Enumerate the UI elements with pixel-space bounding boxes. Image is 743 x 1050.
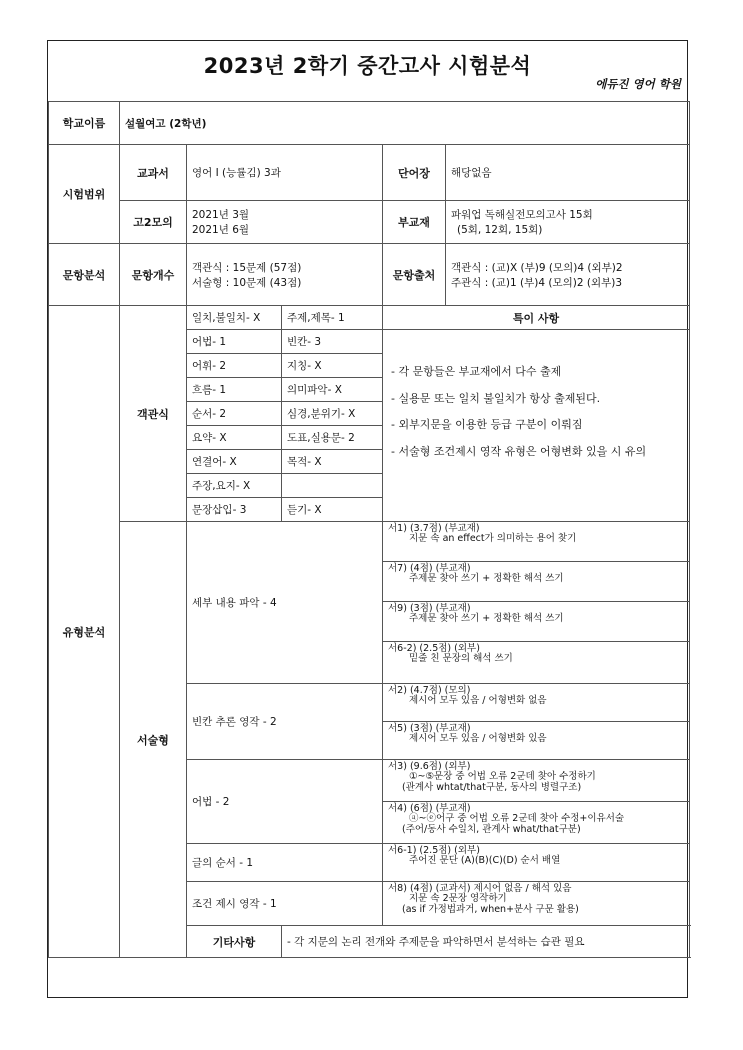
sa-group-name: 조건 제시 영작 - 1 [187, 882, 383, 926]
sa-item-desc: 주제문 찾아 쓰기 + 정확한 해석 쓰기 [409, 573, 564, 585]
sa-item-head: 서9) (3점) (부교재) [388, 603, 471, 614]
sa-item-head: 서7) (4점) (부교재) [388, 563, 471, 574]
mc-item: 목적- X [282, 450, 383, 474]
sa-item [383, 760, 690, 802]
sa-item-desc: 밑줄 친 문장의 해석 쓰기 [409, 653, 513, 665]
vocab-value: 해당없음 [446, 145, 690, 201]
analysis-label: 문항분석 [49, 244, 120, 306]
mc-item: 듣기- X [282, 498, 383, 522]
mc-item: 문장삽입- 3 [187, 498, 282, 522]
sa-item-note: (as if 가정법과거, when+분사 구문 활용) [402, 903, 579, 915]
sa-label: 서술형 [120, 522, 187, 958]
mock-label: 고2모의 [120, 201, 187, 244]
sa-item-head: 서5) (3점) (부교재) [388, 723, 471, 734]
mc-item: 어휘- 2 [187, 354, 282, 378]
mock-value-1: 2021년 3월 [192, 209, 250, 221]
sa-group-name: 어법 - 2 [187, 760, 383, 844]
school-value: 설월여고 (2학년) [120, 102, 690, 145]
sa-item-head: 서2) (4.7점) (모의) [388, 685, 471, 696]
sa-item [383, 684, 690, 722]
subtext-value-1: 파워업 독해실전모의고사 15회 [451, 209, 593, 221]
sa-item-note: (주어/동사 수일치, 관계사 what/that구분) [402, 823, 581, 835]
sa-item-desc: ①~⑤문장 중 어법 오류 2군데 찾아 수정하기 [409, 771, 596, 783]
sa-item-desc: ⓐ~ⓔ어구 중 어법 오류 2군데 찾아 수정+이유서술 [409, 813, 625, 825]
sa-item-desc: 제시어 모두 있음 / 어형변화 있음 [409, 733, 547, 745]
textbook-value: 영어 I (능률김) 3과 [187, 145, 383, 201]
mock-value [187, 201, 383, 244]
sa-item-head: 서3) (9.6점) (외부) [388, 761, 471, 772]
mc-item: 일치,불일치- X [187, 306, 282, 330]
sa-item [383, 722, 690, 760]
mc-item: 지칭- X [282, 354, 383, 378]
sa-item [383, 522, 690, 562]
sa-item-head: 서8) (4점) (교과서) 제시어 없음 / 해석 있음 [388, 883, 572, 894]
etc-value: - 각 지문의 논리 전개와 주제문을 파악하면서 분석하는 습관 필요 [282, 926, 690, 958]
mc-item: 주장,요지- X [187, 474, 282, 498]
title-row [48, 41, 687, 102]
sa-group-name: 세부 내용 파악 - 4 [187, 522, 383, 684]
subtext-value [446, 201, 690, 244]
sa-item-desc: 지문 속 2문장 영작하기 [409, 893, 507, 905]
sa-item-head: 서6-1) (2.5점) (외부) [388, 845, 480, 856]
sa-item-desc: 제시어 모두 있음 / 어형변화 없음 [409, 695, 547, 707]
note-item: - 각 문항들은 부교재에서 다수 출제 [391, 365, 562, 378]
mc-item: 의미파악- X [282, 378, 383, 402]
mc-item: 연결어- X [187, 450, 282, 474]
sa-item-desc: 주어진 문단 (A)(B)(C)(D) 순서 배열 [409, 855, 561, 867]
scope-label: 시험범위 [49, 145, 120, 244]
count-value [187, 244, 383, 306]
mc-item [282, 474, 383, 498]
mc-item: 흐름- 1 [187, 378, 282, 402]
sa-item-note: (관계사 whtat/that구분, 동사의 병렬구조) [402, 781, 582, 793]
notes-title: 특이 사항 [383, 306, 690, 330]
subtext-label: 부교재 [383, 201, 446, 244]
analysis-table [48, 101, 690, 958]
count-label: 문항개수 [120, 244, 187, 306]
sa-group-name: 글의 순서 - 1 [187, 844, 383, 882]
source-line-1: 객관식 : (교)X (부)9 (모의)4 (외부)2 [451, 261, 623, 274]
academy-name: 에듀진 영어 학원 [595, 77, 681, 91]
mc-item: 빈칸- 3 [282, 330, 383, 354]
page-title: 2023년 2학기 중간고사 시험분석 [203, 54, 532, 78]
notes-cell [383, 330, 690, 522]
note-item: - 서술형 조건제시 영작 유형은 어형변화 있을 시 유의 [391, 444, 647, 458]
textbook-label: 교과서 [120, 145, 187, 201]
mc-label: 객관식 [120, 306, 187, 522]
mc-item: 순서- 2 [187, 402, 282, 426]
subtext-value-2: (5회, 12회, 15회) [457, 224, 543, 236]
sa-item-desc: 주제문 찾아 쓰기 + 정확한 해석 쓰기 [409, 613, 564, 625]
sa-item [383, 802, 690, 844]
sa-item [383, 882, 690, 926]
exam-analysis-sheet [47, 40, 688, 998]
sa-item [383, 602, 690, 642]
mc-item: 주제,제목- 1 [282, 306, 383, 330]
sa-group-name: 빈칸 추론 영작 - 2 [187, 684, 383, 760]
sa-item-desc: 지문 속 an effect가 의미하는 용어 찾기 [409, 533, 577, 545]
source-line-2: 주관식 : (교)1 (부)4 (모의)2 (외부)3 [451, 276, 623, 289]
vocab-label: 단어장 [383, 145, 446, 201]
sa-item [383, 642, 690, 684]
note-item: - 실용문 또는 일치 불일치가 항상 출제된다. [391, 391, 601, 405]
mc-item: 심경,분위기- X [282, 402, 383, 426]
mc-item: 요약- X [187, 426, 282, 450]
mc-item: 도표,실용문- 2 [282, 426, 383, 450]
school-label: 학교이름 [49, 102, 120, 145]
source-label: 문항출처 [383, 244, 446, 306]
sa-item-head: 서1) (3.7점) (부교재) [388, 523, 480, 534]
sa-item-head: 서4) (6점) (부교재) [388, 803, 471, 814]
sa-item [383, 844, 690, 882]
etc-label: 기타사항 [187, 926, 282, 958]
mc-item: 어법- 1 [187, 330, 282, 354]
count-line-1: 객관식 : 15문제 (57점) [192, 261, 302, 274]
sa-item [383, 562, 690, 602]
source-value [446, 244, 690, 306]
count-line-2: 서술형 : 10문제 (43점) [192, 276, 302, 289]
note-item: - 외부지문을 이용한 등급 구분이 이뤄짐 [391, 418, 583, 431]
types-label: 유형분석 [49, 306, 120, 958]
mock-value-2: 2021년 6월 [192, 224, 250, 236]
sa-item-head: 서6-2) (2.5점) (외부) [388, 643, 480, 654]
